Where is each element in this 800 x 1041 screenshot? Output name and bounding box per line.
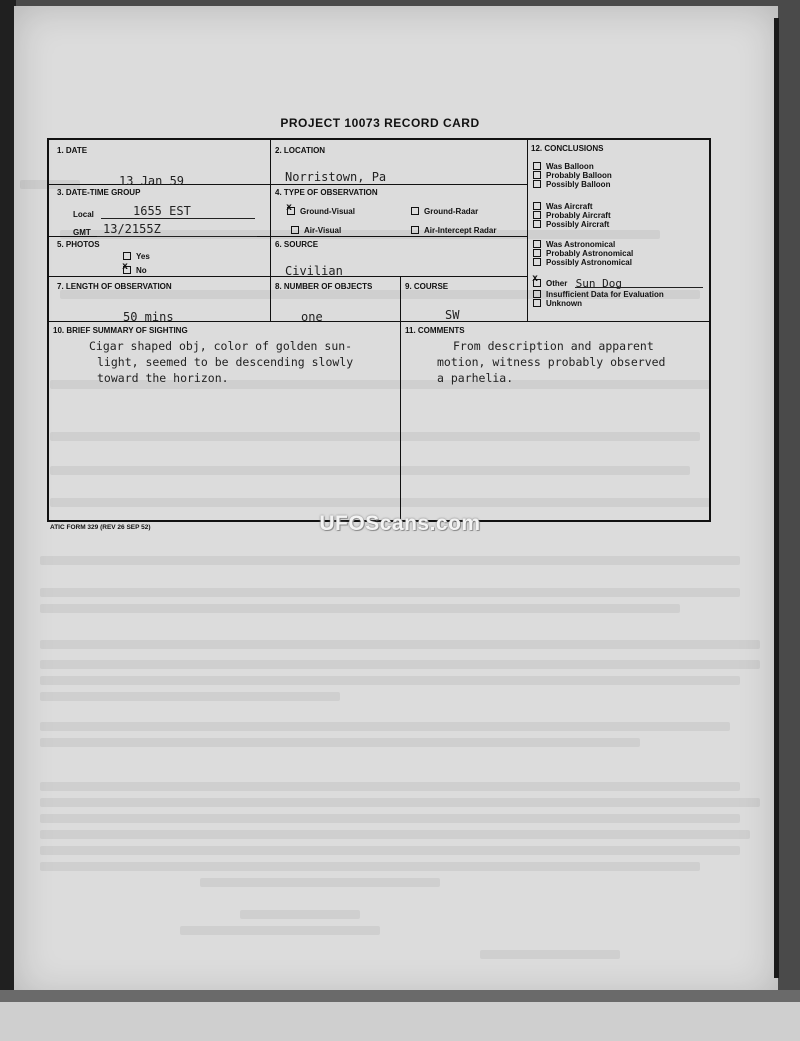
conclusion-was-balloon: Was Balloon — [533, 162, 612, 171]
conclusion-insufficient-data: Insufficient Data for Evaluation — [533, 290, 664, 299]
date-time-group-label: 3. DATE-TIME GROUP — [57, 188, 141, 197]
conclusion-possibly-aircraft: Possibly Aircraft — [533, 220, 611, 229]
conclusion-probably-aircraft: Probably Aircraft — [533, 211, 611, 220]
conclusion-other: xOther Sun Dog — [533, 278, 616, 288]
checkbox-icon — [533, 240, 541, 248]
gmt-time-value: 13/2155Z — [103, 222, 161, 236]
checkbox-icon — [533, 299, 541, 307]
watermark: UFOScans.com — [319, 512, 481, 535]
air-visual-option: Air-Visual — [291, 226, 341, 235]
location-value: Norristown, Pa — [285, 170, 387, 184]
checkbox-icon — [533, 211, 541, 219]
checkbox-icon — [533, 202, 541, 210]
date-value: 13 Jan 59 — [119, 174, 185, 188]
divider — [527, 140, 528, 322]
checkbox-icon — [123, 266, 131, 274]
local-time-label: Local — [73, 210, 94, 219]
checkbox-icon — [411, 207, 419, 215]
location-label: 2. LOCATION — [275, 146, 326, 155]
page-edge — [774, 18, 779, 978]
checkbox-icon — [533, 279, 541, 287]
photos-no-option: xNo — [123, 266, 147, 275]
checkbox-icon — [533, 180, 541, 188]
length-of-observation-value: 50 mins — [123, 310, 174, 324]
conclusions-label: 12. CONCLUSIONS — [531, 144, 604, 153]
number-of-objects-label: 8. NUMBER OF OBJECTS — [275, 282, 373, 291]
type-of-observation-label: 4. TYPE OF OBSERVATION — [275, 188, 378, 197]
divider — [400, 321, 401, 520]
checkbox-icon — [533, 171, 541, 179]
ground-radar-option: Ground-Radar — [411, 207, 478, 216]
divider — [270, 140, 271, 322]
checkbox-icon — [533, 290, 541, 298]
page-title: PROJECT 10073 RECORD CARD — [280, 116, 480, 130]
checkbox-icon — [533, 249, 541, 257]
brief-summary-label: 10. BRIEF SUMMARY OF SIGHTING — [53, 326, 188, 335]
comments-label: 11. COMMENTS — [405, 326, 465, 335]
underline — [575, 287, 703, 288]
checkbox-icon — [533, 258, 541, 266]
checkbox-icon — [533, 220, 541, 228]
conclusion-group-balloon — [533, 162, 612, 189]
brief-summary-text: Cigar shaped obj, color of golden sun- light, seemed to be descending slowly toward the horizon. — [89, 339, 354, 385]
air-intercept-radar-option: Air-Intercept Radar — [411, 226, 496, 235]
conclusion-group-aircraft — [533, 202, 611, 229]
photos-label: 5. PHOTOS — [57, 240, 100, 249]
length-of-observation-label: 7. LENGTH OF OBSERVATION — [57, 282, 172, 291]
conclusion-unknown: Unknown — [533, 299, 582, 308]
ground-visual-option: xGround-Visual — [287, 207, 355, 216]
checkbox-icon — [411, 226, 419, 234]
underline — [97, 236, 257, 237]
date-label: 1. DATE — [57, 146, 88, 155]
underline — [101, 218, 255, 219]
checkbox-icon — [291, 226, 299, 234]
divider — [400, 276, 401, 322]
comments-text: From description and apparent motion, witness probably observed a parhelia. — [437, 339, 666, 385]
source-label: 6. SOURCE — [275, 240, 319, 249]
record-card — [47, 138, 711, 522]
checkbox-icon — [287, 207, 295, 215]
conclusion-was-astronomical: Was Astronomical — [533, 240, 633, 249]
course-value: SW — [445, 308, 460, 322]
conclusion-probably-balloon: Probably Balloon — [533, 171, 612, 180]
form-number: ATIC FORM 329 (REV 26 SEP 52) — [50, 524, 151, 531]
local-time-value: 1655 EST — [133, 204, 191, 218]
gmt-time-label: GMT — [73, 228, 91, 237]
conclusion-other-value: Sun Dog — [575, 277, 622, 290]
scan-bottom-edge — [0, 990, 800, 1041]
conclusion-probably-astronomical: Probably Astronomical — [533, 249, 633, 258]
course-label: 9. COURSE — [405, 282, 449, 291]
conclusion-was-aircraft: Was Aircraft — [533, 202, 611, 211]
checkbox-icon — [533, 162, 541, 170]
conclusion-group-astronomical — [533, 240, 633, 267]
number-of-objects-value: one — [301, 310, 323, 324]
source-value: Civilian — [285, 264, 343, 278]
checkbox-icon — [123, 252, 131, 260]
photos-yes-option: Yes — [123, 252, 150, 261]
conclusion-possibly-balloon: Possibly Balloon — [533, 180, 612, 189]
conclusion-possibly-astronomical: Possibly Astronomical — [533, 258, 633, 267]
